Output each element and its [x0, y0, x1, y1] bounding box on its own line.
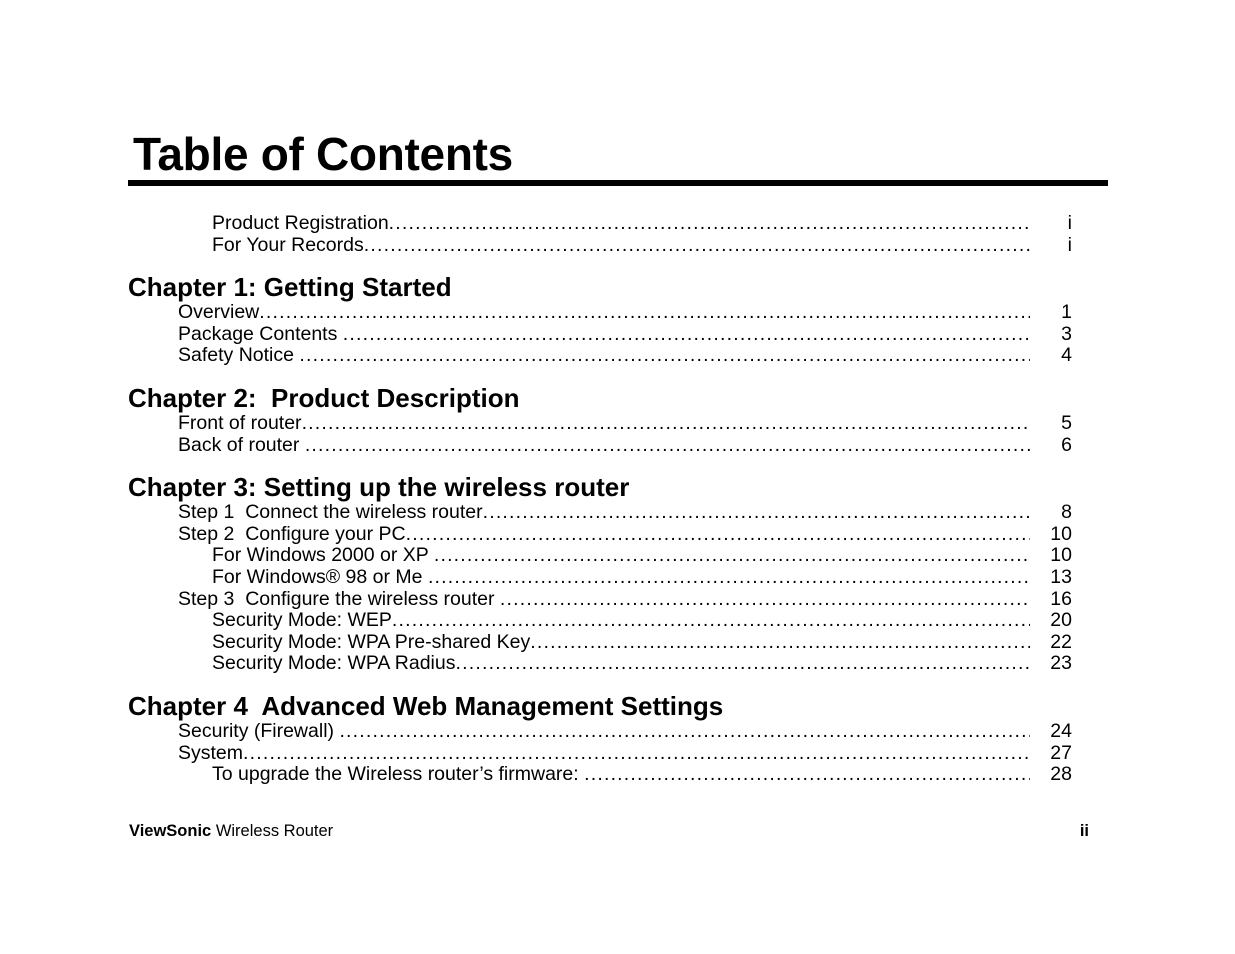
- dot-leader: [406, 524, 1030, 546]
- page-title: Table of Contents: [133, 128, 513, 180]
- toc-entry-label: Security (Firewall): [178, 720, 340, 742]
- toc-entry-page: 16: [1050, 588, 1072, 610]
- chapter-4-heading[interactable]: Chapter 4 Advanced Web Management Settings: [128, 690, 724, 721]
- dot-leader: [530, 632, 1030, 654]
- toc-entry-page: i: [1067, 234, 1072, 256]
- toc-entry-label: Safety Notice: [178, 345, 300, 367]
- toc-entry-page: 6: [1061, 434, 1072, 456]
- dot-leader: [434, 545, 1030, 567]
- toc-entry-security-wep[interactable]: [128, 610, 1078, 632]
- dot-leader: [455, 653, 1030, 675]
- footer-brand: ViewSonic: [129, 822, 212, 840]
- dot-leader: [392, 610, 1030, 632]
- title-rule: [128, 180, 1108, 186]
- dot-leader: [584, 764, 1030, 786]
- toc-entry-label: Step 1 Connect the wireless router: [178, 502, 483, 524]
- toc-entry-security-wpa-radius[interactable]: [128, 653, 1078, 675]
- toc-entry-label: Security Mode: WPA Pre-shared Key: [212, 631, 531, 653]
- toc-entry-page: 27: [1050, 742, 1072, 764]
- dot-leader: [500, 589, 1030, 611]
- page-footer: [129, 821, 1089, 841]
- toc-entry-label: For Windows 2000 or XP: [212, 545, 434, 567]
- dot-leader: [259, 302, 1030, 324]
- dot-leader: [305, 435, 1030, 457]
- toc-entry-windows-98-me[interactable]: [128, 567, 1078, 589]
- toc-entry-overview[interactable]: [128, 302, 1078, 324]
- dot-leader: [389, 213, 1030, 235]
- chapter-2-heading[interactable]: Chapter 2: Product Description: [128, 382, 520, 413]
- toc-entry-page: i: [1067, 213, 1072, 234]
- toc-entry-label: Product Registration: [212, 213, 389, 234]
- toc-entry-page: 22: [1050, 631, 1072, 653]
- chapter-1-heading[interactable]: Chapter 1: Getting Started: [128, 272, 452, 303]
- toc-entry-page: 28: [1050, 764, 1072, 786]
- table-of-contents: [128, 213, 1078, 802]
- footer-page-number: ii: [1079, 822, 1089, 840]
- toc-entry-page: 13: [1050, 566, 1072, 588]
- dot-leader: [343, 324, 1030, 346]
- toc-entry-label: Step 2 Configure your PC: [178, 523, 406, 545]
- chapter-3-list: [128, 502, 1078, 675]
- toc-entry-back-of-router[interactable]: [128, 435, 1078, 457]
- toc-entry-step-1[interactable]: [128, 502, 1078, 524]
- dot-leader: [299, 345, 1030, 367]
- toc-entry-package-contents[interactable]: [128, 324, 1078, 346]
- toc-entry-label: For Your Records: [212, 234, 364, 256]
- toc-entry-page: 23: [1050, 653, 1072, 675]
- toc-entry-product-registration[interactable]: [128, 213, 1078, 235]
- chapter-1-list: [128, 302, 1078, 367]
- toc-entry-page: 3: [1061, 323, 1072, 345]
- toc-entry-security-firewall[interactable]: [128, 721, 1078, 743]
- toc-entry-windows-2000-xp[interactable]: [128, 545, 1078, 567]
- front-matter-list: [128, 213, 1078, 256]
- toc-entry-step-2[interactable]: [128, 524, 1078, 546]
- toc-entry-page: 10: [1050, 523, 1072, 545]
- dot-leader: [243, 743, 1030, 765]
- dot-leader: [364, 235, 1030, 257]
- toc-entry-page: 10: [1050, 545, 1072, 567]
- footer-product-name: Wireless Router: [211, 822, 334, 840]
- toc-entry-label: Security Mode: WPA Radius: [212, 653, 456, 675]
- toc-entry-page: 20: [1050, 610, 1072, 632]
- dot-leader: [302, 413, 1030, 435]
- toc-entry-page: 8: [1061, 502, 1072, 524]
- toc-entry-upgrade-firmware[interactable]: [128, 764, 1078, 786]
- toc-entry-security-wpa-psk[interactable]: [128, 632, 1078, 654]
- chapter-3-heading[interactable]: Chapter 3: Setting up the wireless router: [128, 472, 630, 503]
- toc-entry-label: System: [178, 742, 244, 764]
- toc-entry-front-of-router[interactable]: [128, 413, 1078, 435]
- toc-entry-label: Step 3 Configure the wireless router: [178, 588, 500, 610]
- dot-leader: [339, 721, 1030, 743]
- toc-entry-page: 24: [1050, 720, 1072, 742]
- dot-leader: [483, 502, 1030, 524]
- toc-entry-label: Security Mode: WEP: [212, 610, 392, 632]
- toc-entry-label: To upgrade the Wireless router’s firmware:: [212, 764, 585, 786]
- toc-entry-page: 5: [1061, 412, 1072, 434]
- toc-entry-label: Back of router: [178, 434, 305, 456]
- toc-entry-label: Package Contents: [178, 323, 343, 345]
- toc-entry-label: Front of router: [178, 412, 302, 434]
- toc-entry-step-3[interactable]: [128, 589, 1078, 611]
- footer-product: [129, 821, 333, 841]
- dot-leader: [428, 567, 1030, 589]
- toc-entry-page: 4: [1061, 345, 1072, 367]
- chapter-4-list: [128, 721, 1078, 786]
- toc-entry-safety-notice[interactable]: [128, 345, 1078, 367]
- toc-entry-label: For Windows® 98 or Me: [212, 566, 428, 588]
- toc-entry-page: 1: [1061, 302, 1072, 324]
- chapter-2-list: [128, 413, 1078, 456]
- toc-entry-label: Overview: [178, 302, 260, 324]
- toc-entry-for-your-records[interactable]: [128, 235, 1078, 257]
- toc-entry-system[interactable]: [128, 743, 1078, 765]
